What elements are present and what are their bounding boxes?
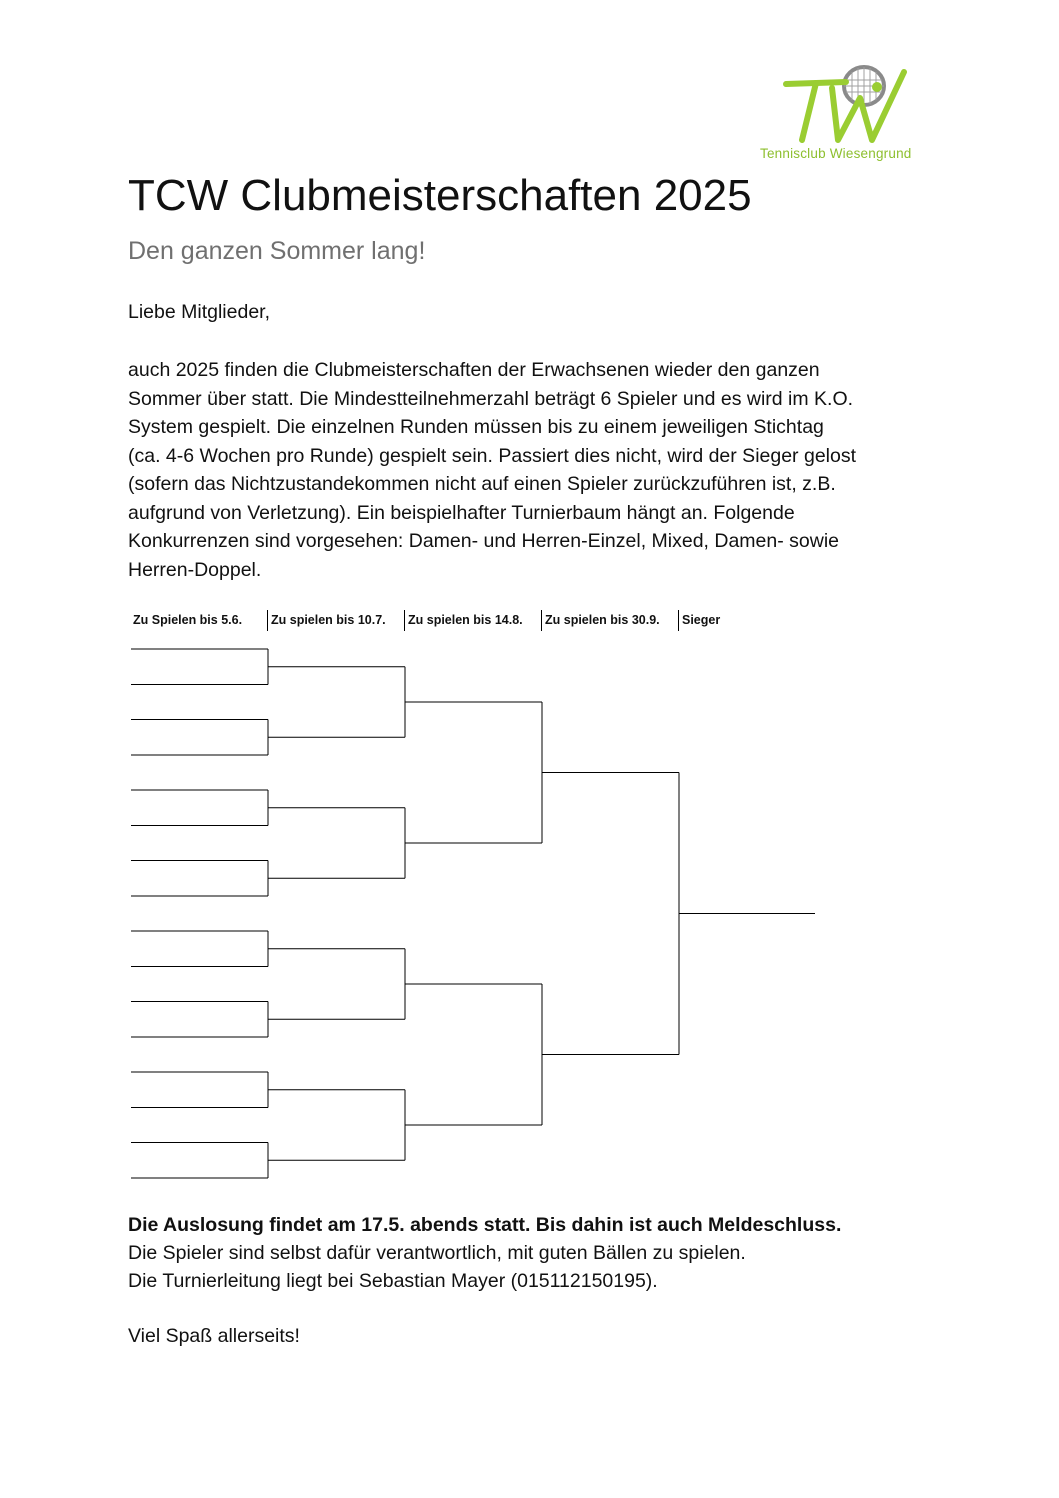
- intro-line: Herren-Doppel.: [128, 558, 262, 581]
- round-label-1: Zu Spielen bis 5.6.: [133, 613, 243, 627]
- intro-line: Konkurrenzen sind vorgesehen: Damen- und Herren-Einzel, Mixed, Damen- sowie: [128, 530, 840, 552]
- intro-line: (sofern das Nichtzustandekommen nicht auf einen Spieler zurückzuführen ist, z.B.: [128, 473, 836, 495]
- footer-notes: [128, 1211, 841, 1295]
- balls-notice: Die Spieler sind selbst dafür verantwortlich, mit guten Bällen zu spielen.: [128, 1242, 746, 1264]
- round-label-2: Zu spielen bis 10.7.: [267, 610, 386, 631]
- page-title: TCW Clubmeisterschaften 2025: [128, 171, 752, 220]
- intro-line: System gespielt. Die einzelnen Runden müssen bis zu einem jeweiligen Stichtag: [128, 416, 824, 438]
- intro-line: (ca. 4-6 Wochen pro Runde) gespielt sein. Passiert dies nicht, wird der Sieger gelost: [128, 444, 857, 467]
- organizer-notice: Die Turnierleitung liegt bei Sebastian Mayer (015112150195).: [128, 1270, 658, 1292]
- logo-caption: Tennisclub Wiesengrund: [760, 146, 912, 161]
- round-label-4: Zu spielen bis 30.9.: [541, 610, 660, 631]
- draw-notice: Die Auslosung findet am 17.5. abends statt. Bis dahin ist auch Meldeschluss.: [128, 1214, 842, 1236]
- page-subtitle: Den ganzen Sommer lang!: [128, 237, 426, 265]
- greeting: Liebe Mitglieder,: [128, 301, 271, 323]
- round-label-5: Sieger: [678, 610, 720, 631]
- round-label-3: Zu spielen bis 14.8.: [404, 610, 523, 631]
- closing-line: Viel Spaß allerseits!: [128, 1325, 300, 1347]
- intro-line: Sommer über statt. Die Mindestteilnehmerzahl beträgt 6 Spieler und es wird im K.O.: [128, 387, 854, 410]
- intro-line: auch 2025 finden die Clubmeisterschaften der Erwachsenen wieder den ganzen: [128, 359, 820, 381]
- intro-line: aufgrund von Verletzung). Ein beispielhafter Turnierbaum hängt an. Folgende: [128, 501, 795, 524]
